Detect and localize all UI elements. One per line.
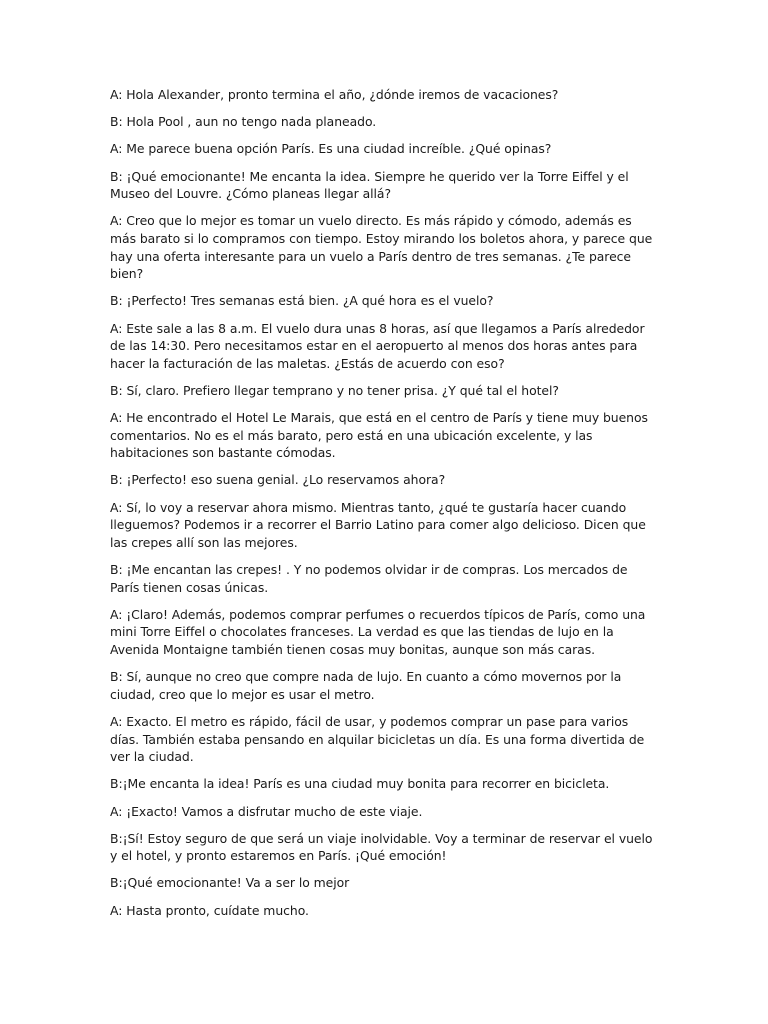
dialogue-line: A: ¡Exacto! Vamos a disfrutar mucho de este viaje.	[110, 803, 423, 819]
dialogue-line: A: Sí, lo voy a reservar ahora mismo. Mientras tanto, ¿qué te gustaría hacer cuando lleguemos? Podemos ir a recorrer el Barrio Latino para comer algo delicioso. Dicen que las crepes allí son las mejores.	[110, 499, 646, 550]
dialogue-line: B: ¡Qué emocionante! Me encanta la idea. Siempre he querido ver la Torre Eiffel y el Museo del Louvre. ¿Cómo planeas llegar allá?	[110, 168, 629, 202]
dialogue-line: A: He encontrado el Hotel Le Marais, que está en el centro de París y tiene muy buenos comentarios. No es el más barato, pero está en una ubicación excelente, y las habitaciones son bastante cómodas.	[110, 410, 648, 461]
dialogue-line: B: Hola Pool , aun no tengo nada planeado.	[110, 114, 377, 130]
dialogue-body	[110, 86, 658, 929]
dialogue-line: B:¡Me encanta la idea! París es una ciudad muy bonita para recorrer en bicicleta.	[110, 776, 610, 792]
dialogue-line: B: ¡Perfecto! eso suena genial. ¿Lo reservamos ahora?	[110, 472, 446, 488]
dialogue-line: B:¡Qué emocionante! Va a ser lo mejor	[110, 875, 350, 891]
dialogue-line: A: Creo que lo mejor es tomar un vuelo directo. Es más rápido y cómodo, además es más barato si lo compramos con tiempo. Estoy mirando los boletos ahora, y parece que hay una oferta interesante para un vuelo a París dentro de tres semanas. ¿Te parece bien?	[110, 213, 653, 282]
dialogue-line: B: Sí, aunque no creo que compre nada de lujo. En cuanto a cómo movernos por la ciudad, creo que lo mejor es usar el metro.	[110, 669, 622, 702]
dialogue-line: B: ¡Me encantan las crepes! . Y no podemos olvidar ir de compras. Los mercados de París tienen cosas únicas.	[110, 562, 628, 595]
dialogue-line: B: ¡Perfecto! Tres semanas está bien. ¿A qué hora es el vuelo?	[110, 293, 494, 309]
dialogue-line: A: Este sale a las 8 a.m. El vuelo dura unas 8 horas, así que llegamos a París alrededor de las 14:30. Pero necesitamos estar en el aeropuerto al menos dos horas antes para hacer la facturación de las maletas. ¿Estás de acuerdo con eso?	[110, 320, 645, 371]
dialogue-line: A: Exacto. El metro es rápido, fácil de usar, y podemos comprar un pase para varios días. También estaba pensando en alquilar bicicletas un día. Es una forma divertida de ver la ciudad.	[110, 713, 645, 765]
dialogue-line: B: Sí, claro. Prefiero llegar temprano y no tener prisa. ¿Y qué tal el hotel?	[110, 382, 559, 398]
dialogue-line: A: ¡Claro! Además, podemos comprar perfumes o recuerdos típicos de París, como una mini Torre Eiffel o chocolates franceses. La verdad es que las tiendas de lujo en la Avenida Montaigne también tienen cosas muy bonitas, aunque son más caras.	[110, 606, 646, 657]
dialogue-line: B:¡Sí! Estoy seguro de que será un viaje inolvidable. Voy a terminar de reservar el vuelo y el hotel, y pronto estaremos en París. ¡Qué emoción!	[110, 830, 653, 864]
dialogue-line: A: Hasta pronto, cuídate mucho.	[110, 902, 309, 918]
dialogue-line: A: Me parece buena opción París. Es una ciudad increíble. ¿Qué opinas?	[110, 141, 552, 157]
dialogue-line: A: Hola Alexander, pronto termina el año, ¿dónde iremos de vacaciones?	[110, 87, 559, 102]
